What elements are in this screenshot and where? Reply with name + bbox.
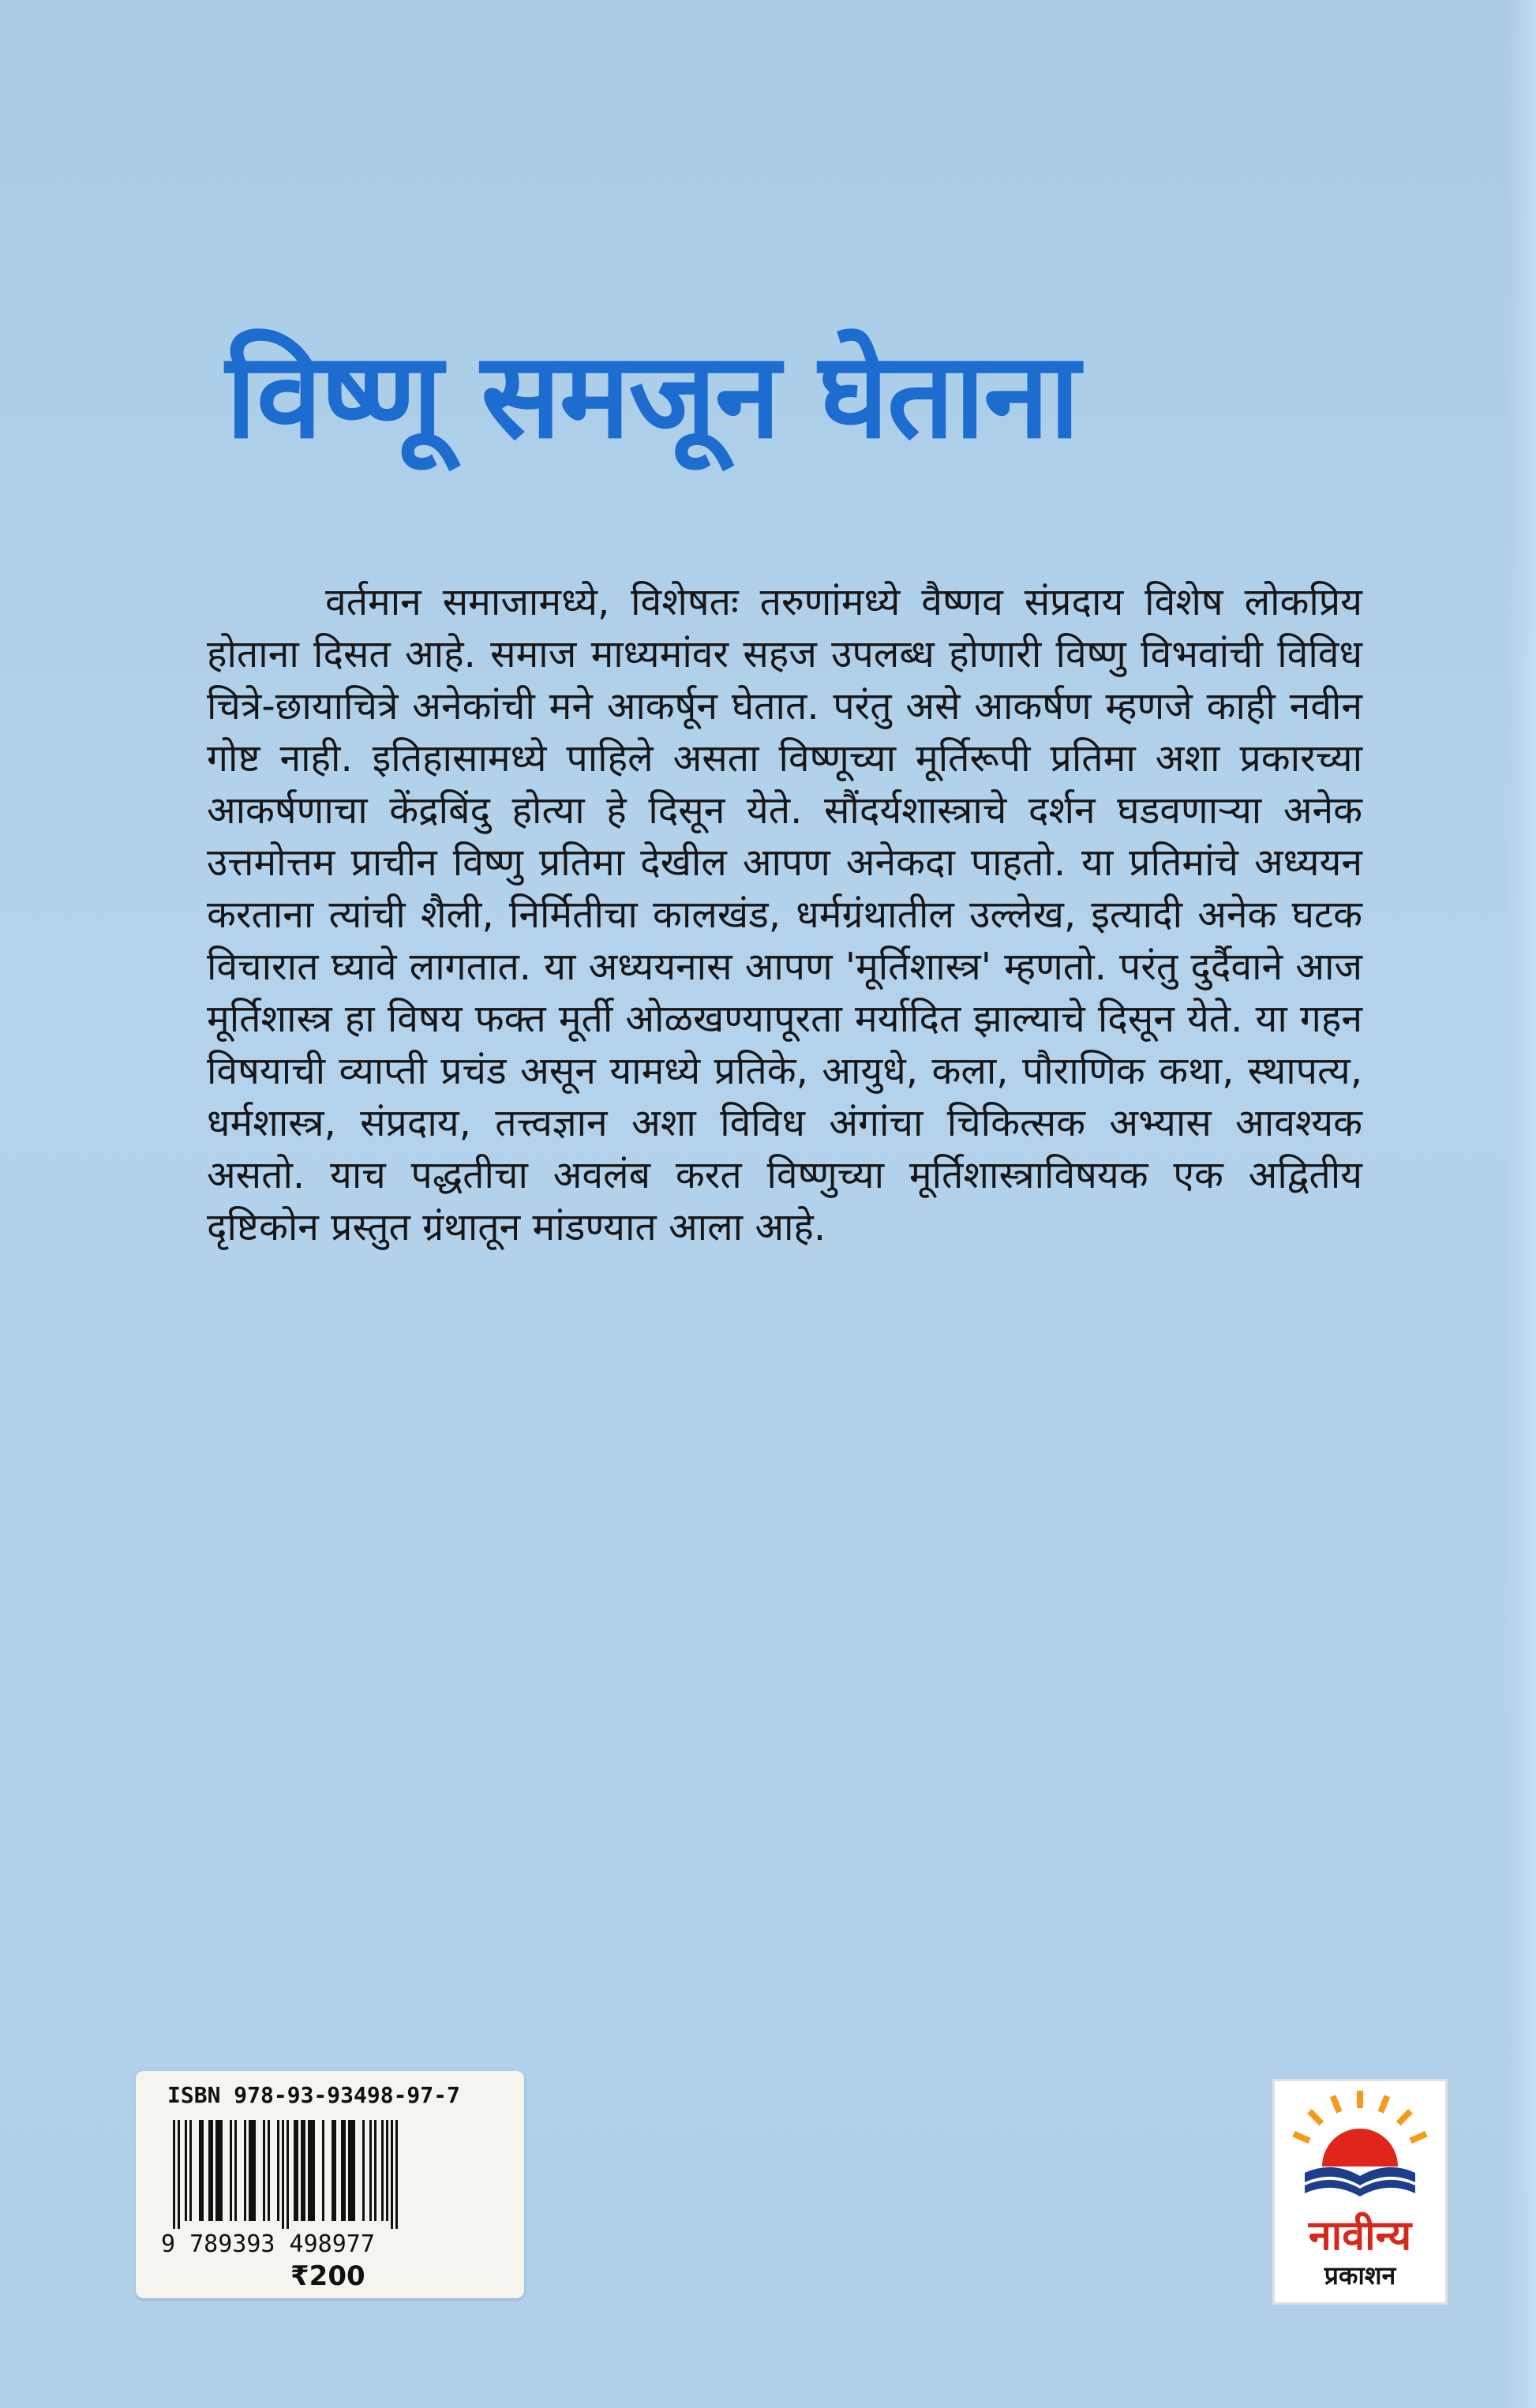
- isbn-label: ISBN 978-93-93498-97-7: [167, 2082, 460, 2108]
- rising-sun-book-icon: [1281, 2088, 1439, 2214]
- publisher-subtitle: प्रकाशन: [1324, 2260, 1396, 2290]
- cover-edge: [1508, 0, 1536, 2408]
- barcode-digits: 9 789393 498977: [161, 2230, 375, 2258]
- book-blurb: वर्तमान समाजामध्ये, विशेषतः तरुणांमध्ये वैष्णव संप्रदाय विशेष लोकप्रिय होताना दिसत आहे. समाज माध्यमांवर सहज उपलब्ध होणारी विष्णु विभवांची विविध चित्रे-छायाचित्रे अनेकांची मने आकर्षून घेतात. परंतु असे आकर्षण म्हणजे काही नवीन गोष्ट नाही. इतिहासामध्ये पाहिले असता विष्णूच्या मूर्तिरूपी प्रतिमा अशा प्रकारच्या आकर्षणाचा केंद्रबिंदु होत्या हे दिसून येते. सौंदर्यशास्त्राचे दर्शन घडवणाऱ्या अनेक उत्तमोत्तम प्राचीन विष्णु प्रतिमा देखील आपण अनेकदा पाहतो. या प्रतिमांचे अध्ययन करताना त्यांची शैली, निर्मितीचा कालखंड, धर्मग्रंथातील उल्लेख, इत्यादी अनेक घटक विचारात घ्यावे लागतात. या अध्ययनास आपण 'मूर्तिशास्त्र' म्हणतो. परंतु दुर्दैवाने आज मूर्तिशास्त्र हा विषय फक्त मूर्ती ओळखण्यापूरता मर्यादित झाल्याचे दिसून येते. या गहन विषयाची व्याप्ती प्रचंड असून यामध्ये प्रतिके, आयुधे, कला, पौराणिक कथा, स्थापत्य, धर्मशास्त्र, संप्रदाय, तत्त्वज्ञान अशा विविध अंगांचा चिकित्सक अभ्यास आवश्यक असतो. याच पद्धतीचा अवलंब करत विष्णुच्या मूर्तिशास्त्राविषयक एक अद्वितीय दृष्टिकोन प्रस्तुत ग्रंथातून मांडण्यात आला आहे.: [207, 580, 1362, 1249]
- publisher-logo: [1272, 2079, 1448, 2305]
- barcode-icon: [167, 2120, 499, 2230]
- price-label: ₹200: [290, 2260, 365, 2292]
- publisher-name: नावीन्य: [1308, 2212, 1412, 2260]
- book-title: विष्णू समजून घेताना: [226, 328, 1079, 465]
- barcode-sticker: [136, 2071, 524, 2298]
